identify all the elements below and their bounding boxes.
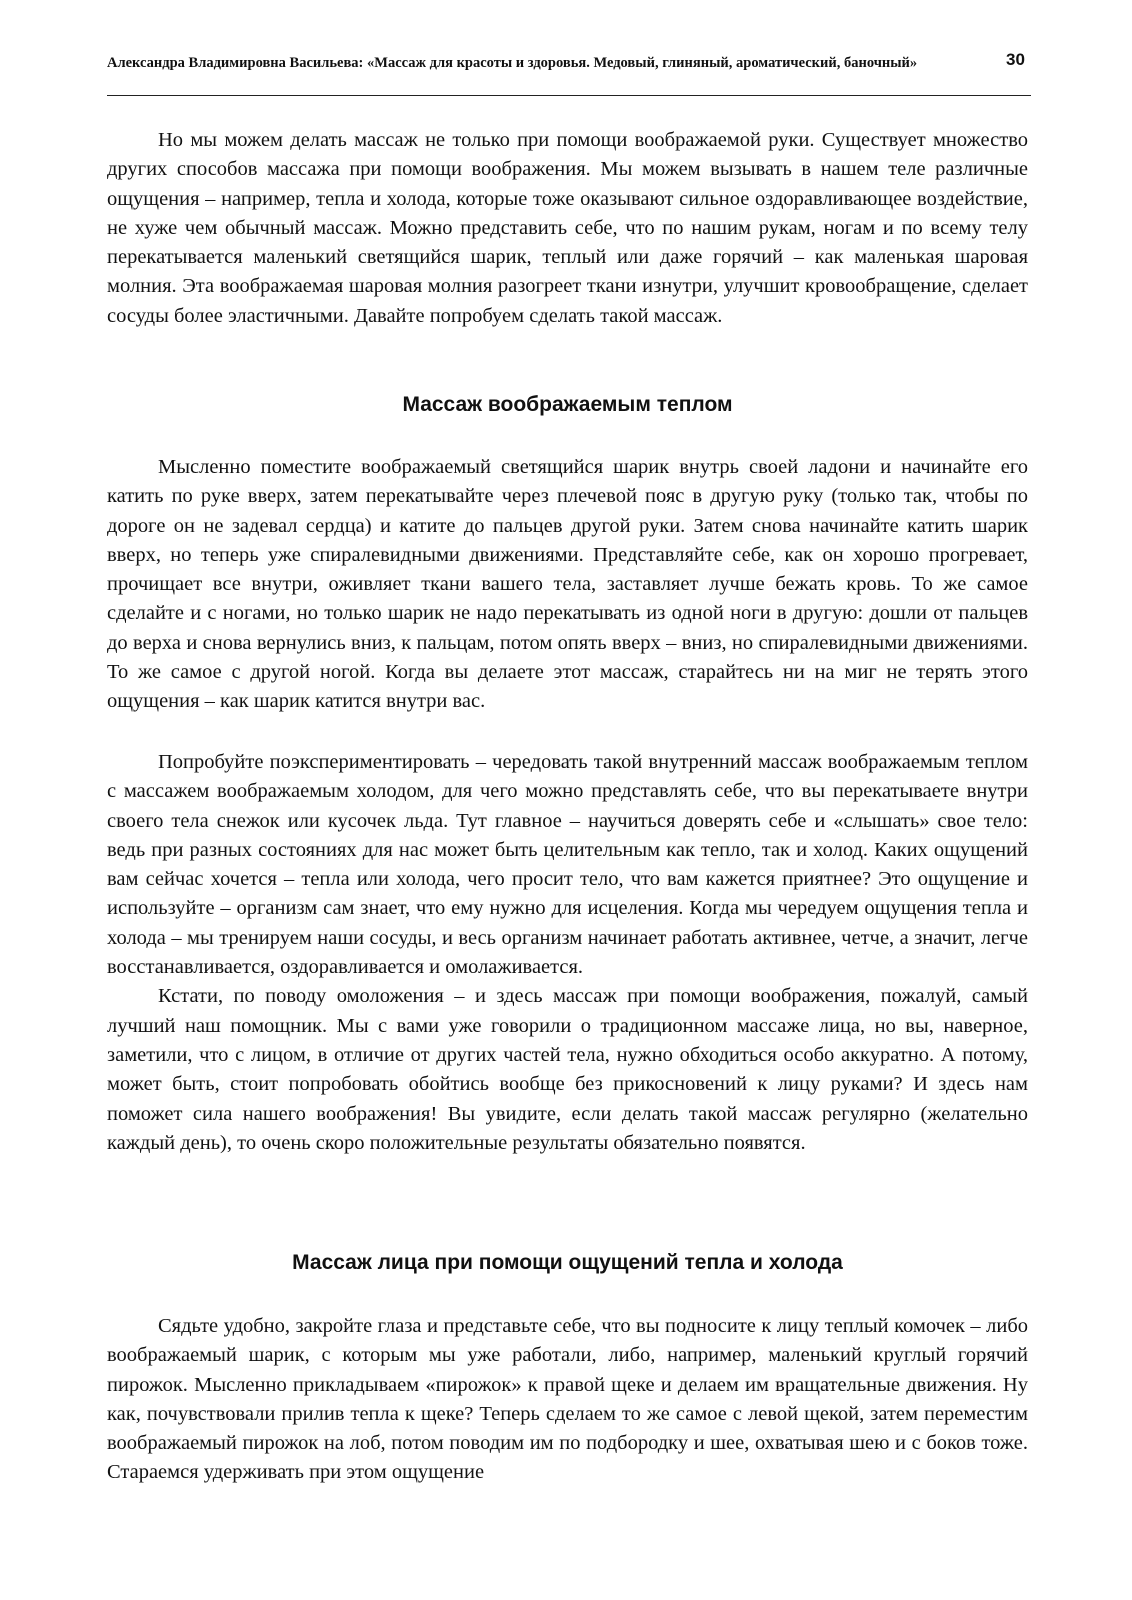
body-text-block-2 xyxy=(107,453,1028,717)
paragraph: Но мы можем делать массаж не только при помощи воображаемой руки. Существует множество других способов массажа при помощи воображения. Мы можем вызывать в нашем теле различные ощущения – например, тепла и холода, которые тоже оказывают сильное оздоравливающее воздействие, не хуже чем обычный массаж. Можно представить себе, что по нашим рукам, ногам и по всему телу перекатывается маленький светящийся шарик, теплый или даже горячий – как маленькая шаровая молния. Эта воображаемая шаровая молния разогреет ткани изнутри, улучшит кровообращение, сделает сосуды более эластичными. Давайте попробуем сделать такой массаж. xyxy=(107,129,1028,327)
body-text-block-1 xyxy=(107,126,1028,331)
header-divider xyxy=(107,95,1031,96)
paragraph: Мысленно поместите воображаемый светящийся шарик внутрь своей ладони и начинайте его катить по руке вверх, затем перекатывайте через плечевой пояс в другую руку (только так, чтобы по дороге он не задевал сердца) и катите до пальцев другой руки. Затем снова начинайте катить шарик вверх, но теперь уже спиралевидными движениями. Представляйте себе, как он хорошо прогревает, прочищает все внутри, оживляет ткани вашего тела, заставляет лучше бежать кровь. То же самое сделайте и с ногами, но только шарик не надо перекатывать из одной ноги в другую: дошли от пальцев до верха и снова вернулись вниз, к пальцам, потом опять вверх – вниз, но спиралевидными движениями. То же самое с другой ногой. Когда вы делаете этот массаж, старайтесь ни на миг не терять этого ощущения – как шарик катится внутри вас. xyxy=(107,456,1028,713)
body-text-block-4 xyxy=(107,1312,1028,1488)
running-header: Александра Владимировна Васильева: «Массаж для красоты и здоровья. Медовый, глиняный, ароматический, баночный» xyxy=(107,55,918,71)
paragraph: Сядьте удобно, закройте глаза и представьте себе, что вы подносите к лицу теплый комочек – либо воображаемый шарик, с которым мы уже работали, либо, например, маленький круглый горячий пирожок. Мысленно прикладываем «пирожок» к правой щеке и делаем им вращательные движения. Ну как, почувствовали прилив тепла к щеке? Теперь сделаем то же самое с левой щекой, затем переместим воображаемый пирожок на лоб, потом поводим им по подбородку и шее, охватывая шею и с боков тоже. Стараемся удерживать при этом ощущение xyxy=(107,1315,1028,1484)
section-heading: Массаж воображаемым теплом xyxy=(402,393,733,416)
paragraph: Кстати, по поводу омоложения – и здесь массаж при помощи воображения, пожалуй, самый лучший наш помощник. Мы с вами уже говорили о традиционном массаже лица, но вы, наверное, заметили, что с лицом, в отличие от других частей тела, нужно обходиться особо аккуратно. А потому, может быть, стоит попробовать обойтись вообще без прикосновений к лицу руками? И здесь нам поможет сила нашего воображения! Вы увидите, если делать такой массаж регулярно (желательно каждый день), то очень скоро положительные результаты обязательно появятся. xyxy=(107,985,1028,1154)
body-text-block-3 xyxy=(107,748,1028,1158)
paragraph: Попробуйте поэкспериментировать – чередовать такой внутренний массаж воображаемым теплом с массажем воображаемым холодом, для чего можно представлять себе, что вы перекатываете внутри своего тела снежок или кусочек льда. Тут главное – научиться доверять себе и «слышать» свое тело: ведь при разных состояниях для нас может быть целительным как тепло, так и холод. Каких ощущений вам сейчас хочется – тепла или холода, чего просит тело, что вам кажется приятнее? Это ощущение и используйте – организм сам знает, что ему нужно для исцеления. Когда мы чередуем ощущения тепла и холода – мы тренируем наши сосуды, и весь организм начинает работать активнее, четче, а значит, легче восстанавливается, оздоравливается и омолаживается. xyxy=(107,751,1028,979)
section-heading: Массаж лица при помощи ощущений тепла и холода xyxy=(292,1251,843,1274)
page-number: 30 xyxy=(1006,50,1025,69)
